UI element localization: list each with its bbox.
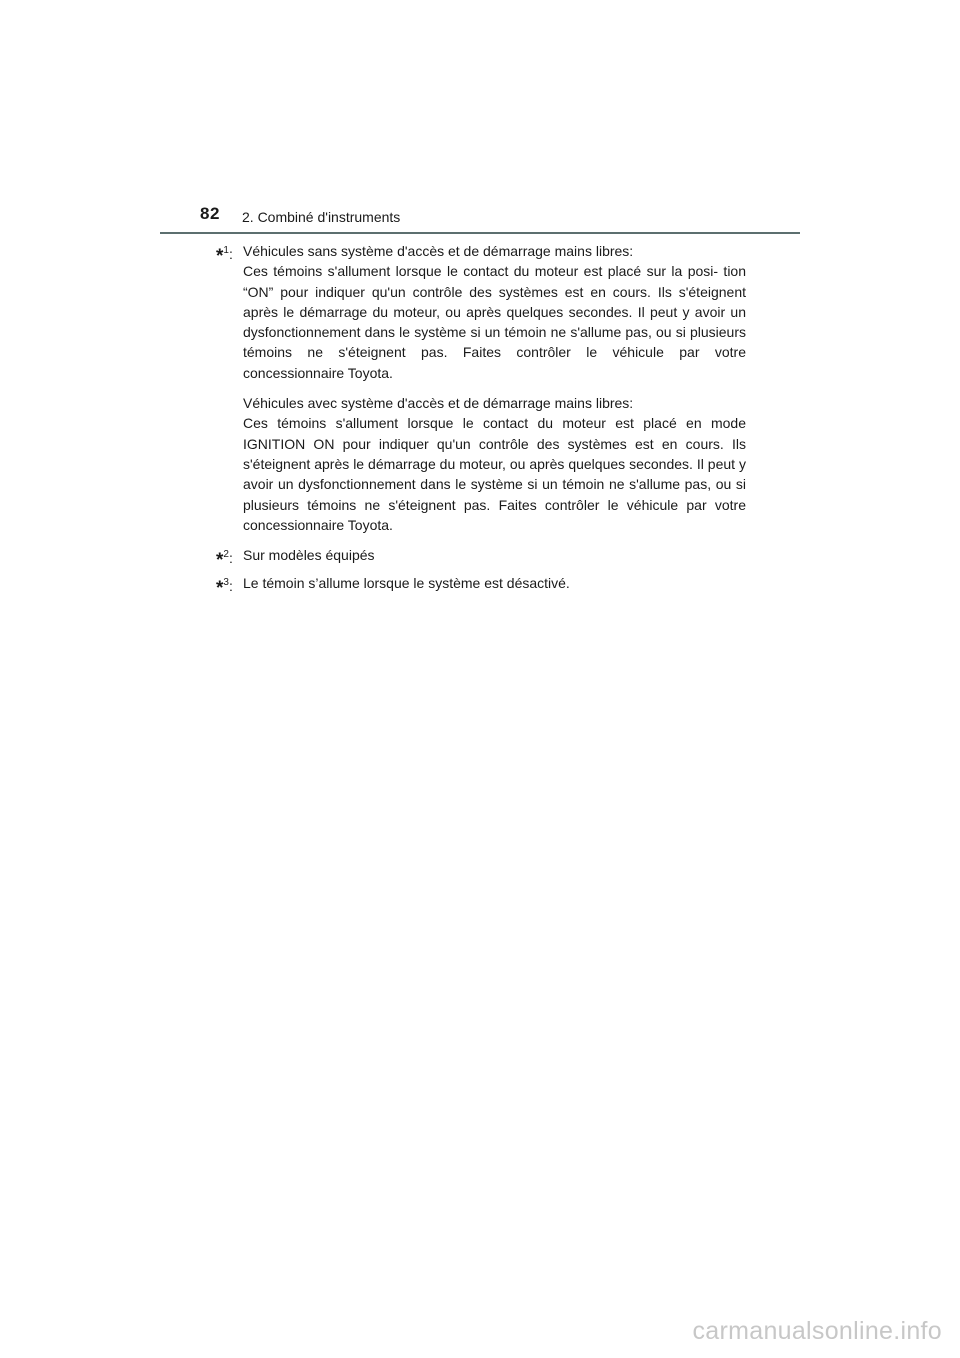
footnote-3	[216, 573, 746, 600]
header-rule	[160, 232, 800, 234]
footnote-1	[216, 241, 746, 535]
footnote-marker: *$^1$:	[216, 245, 233, 267]
body-text: Ces témoins s'allument lorsque le contact du moteur est placé en mode IGNITION ON pour indiquer qu'un contrôle des systèmes est en cours. Ils s'éteignent après le démarrage du moteur, ou après quelques secondes. Il peut y avoir un dysfonctionnement dans le système si un témoin ne s'allume pas, ou si plusieurs témoins ne s'éteignent pas. Faites contrôler le véhicule par votre concessionnaire Toyota.	[243, 415, 746, 533]
watermark: carmanualsonline.info	[692, 1317, 942, 1345]
footnote-2	[216, 545, 746, 572]
footnote-marker: *$^3$:	[216, 577, 233, 600]
footnote-block	[243, 241, 746, 383]
footnote-marker: *$^2$:	[216, 549, 233, 572]
footnotes	[216, 241, 746, 602]
body-text: Ces témoins s'allument lorsque le contact du moteur est placé sur la posi- tion “ON” pour indiquer qu'un contrôle des systèmes est en cours. Ils s'éteignent après le démarrage du moteur, ou après quelques secondes. Il peut y avoir un dysfonctionnement dans le système si un témoin ne s'allume pas, ou si plusieurs témoins ne s'éteignent pas. Faites contrôler le véhicule par votre concessionnaire Toyota.	[243, 263, 746, 381]
condition-text: Véhicules avec système d'accès et de démarrage mains libres:	[243, 395, 634, 412]
body-text: Sur modèles équipés	[243, 547, 375, 564]
section-title: 2. Combiné d'instruments	[242, 209, 401, 225]
condition-text: Véhicules sans système d'accès et de démarrage mains libres:	[243, 243, 634, 259]
footnote-block	[243, 393, 746, 535]
page-number: 82	[200, 204, 220, 223]
body-text: Le témoin s’allume lorsque le système est désactivé.	[243, 575, 570, 592]
